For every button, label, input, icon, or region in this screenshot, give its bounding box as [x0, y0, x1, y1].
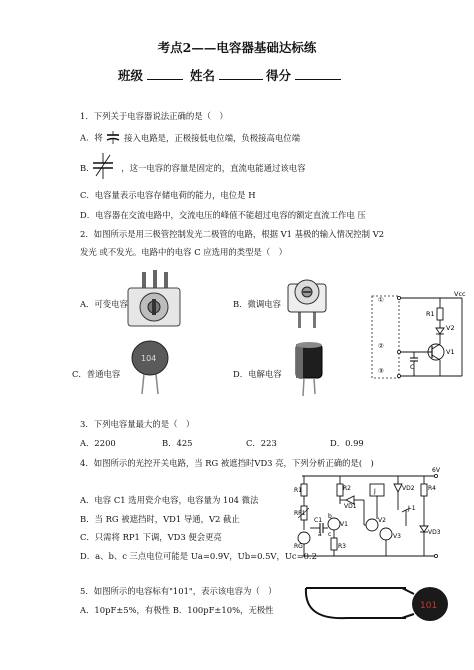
q2-label-v1: V1 [446, 348, 455, 356]
q4-option-a: A．电容 C1 选用瓷介电容，电容量为 104 微法 [80, 495, 259, 505]
q2-label-v2: V2 [446, 324, 455, 332]
q5-stem: 5．如图所示的电容标有"101"，表示该电容为（ ） [80, 586, 277, 596]
q4-label-b: b [328, 513, 332, 520]
q4-label-c: c [328, 531, 332, 538]
q3-option-a: A．2200 [80, 438, 116, 448]
q4-label-rg: RG [294, 543, 303, 550]
q2-label-c: C [410, 363, 415, 371]
q2-label-vcc: Vcc [454, 290, 466, 298]
q1-option-b [80, 162, 305, 174]
q2-label-n3: ③ [378, 367, 384, 375]
q4-label-vd3: VD3 [428, 529, 441, 536]
q1-a-prefix: A．将 [80, 132, 103, 143]
q2-option-c: C．普通电容 [72, 369, 121, 379]
q1-stem: 1．下列关于电容器说法正确的是（ ） [80, 111, 228, 121]
q4-label-r3: R3 [338, 543, 346, 550]
q4-label-c1: C1 [314, 517, 323, 524]
q1-option-a [80, 131, 300, 145]
q4-label-rp1: RP1 [294, 510, 306, 517]
q4-label-vd1: VD1 [344, 503, 357, 510]
score-field [266, 66, 341, 84]
q2-option-a: A．可变电容 [80, 299, 128, 309]
q4-label-r2: R2 [343, 485, 351, 492]
name-label: 姓名 [190, 68, 216, 83]
score-label: 得分 [266, 68, 292, 83]
q4-light-control-circuit [294, 467, 444, 562]
capacitor-101-photo [306, 578, 456, 638]
q4-label-v3: V3 [393, 533, 401, 540]
q4-option-c: C．只需将 RP1 下调，VD3 便会更亮 [80, 532, 222, 542]
q4-label-vd2: VD2 [402, 485, 415, 492]
trimmer-capacitor-photo [284, 270, 330, 328]
q4-label-6v: 6V [432, 467, 440, 474]
q3-option-b: B．425 [162, 438, 193, 448]
name-field [190, 66, 263, 84]
q3-stem: 3．下列电容量最大的是（ ） [80, 419, 195, 429]
q2-option-d: D．电解电容 [233, 369, 282, 379]
q4-label-j: J [374, 488, 376, 495]
q2-option-b: B．微调电容 [233, 299, 282, 309]
q1-b-text: ，这一电容的容量是固定的，直流电能通过该电容 [121, 163, 306, 173]
q4-option-b: B．当 RG 被遮挡时，VD1 导通，V2 截止 [80, 514, 240, 524]
page-title: 考点2——电容器基础达标练 [157, 40, 317, 55]
q4-label-v2: V2 [378, 517, 386, 524]
q2-label-r1: R1 [426, 310, 435, 318]
variable-capacitor-photo [126, 270, 186, 330]
q1-a-text: 接入电路是，正极接低电位端，负极接高电位端 [124, 132, 301, 143]
capacitor-101-marking: 101 [420, 601, 438, 611]
q4-label-j1: J-1 [408, 505, 416, 512]
q2-line2: 发光 或不发光。电路中的电容 C 应选用的类型是（ ） [80, 247, 288, 257]
polarized-capacitor-icon [107, 131, 119, 145]
class-label: 班级 [118, 68, 144, 83]
q1-option-c: C．电容量表示电容存储电荷的能力，电位是 H [80, 190, 256, 200]
q1-b-prefix: B． [80, 163, 95, 173]
q4-stem: 4．如图所示的光控开关电路，当 RG 被遮挡时VD3 亮，下列分析正确的是( ) [80, 458, 374, 468]
q2-line1: 2．如图所示是用三极管控制发光二极管的电路，根据 V1 基极的输入情况控制 V2 [80, 229, 385, 239]
q3-option-d: D．0.99 [330, 438, 364, 448]
q5-option-ab: A．10pF±5%，有极性 B．100pF±10%，无极性 [80, 605, 274, 615]
q4-label-r4: R4 [428, 485, 436, 492]
q4-label-v1: V1 [340, 521, 348, 528]
name-blank[interactable] [219, 79, 263, 80]
ceramic-cap-marking: 104 [141, 354, 157, 363]
q3-option-c: C．223 [246, 438, 277, 448]
q4-label-a: a [318, 531, 322, 538]
q2-transistor-circuit [370, 290, 470, 380]
q4-option-d: D．a、b、c 三点电位可能是 Ua=0.9V，Ub=0.5V，Uc=0.2 [80, 551, 317, 561]
electrolytic-capacitor-photo [292, 340, 326, 396]
class-field [118, 66, 183, 84]
q1-option-d: D．电容器在交流电路中，交流电压的峰值不能超过电容的额定直流工作电 压 [80, 210, 366, 220]
score-blank[interactable] [295, 79, 341, 80]
q2-label-n1: ① [378, 296, 384, 304]
ceramic-capacitor-photo [128, 340, 172, 394]
q4-label-r1: R1 [294, 487, 302, 494]
class-blank[interactable] [147, 79, 183, 80]
q2-label-n2: ② [378, 342, 384, 350]
